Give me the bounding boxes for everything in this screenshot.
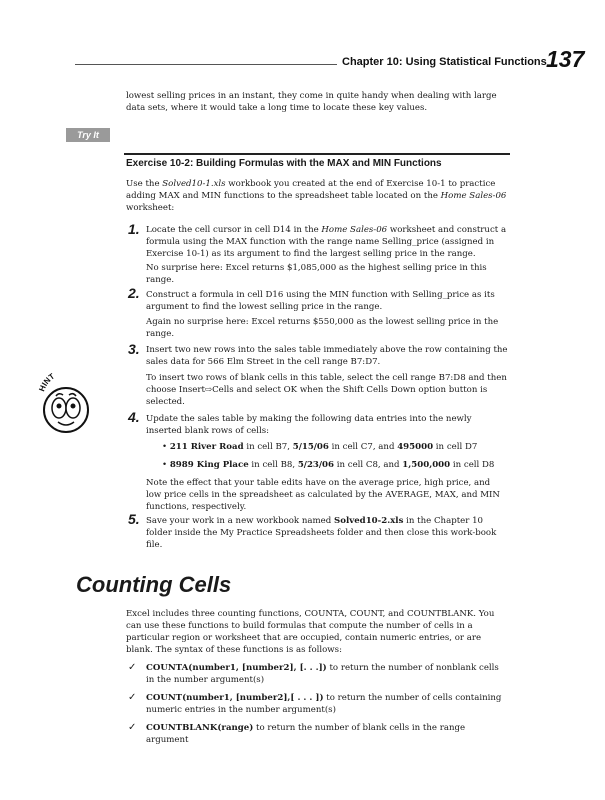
section-intro: Excel includes three counting functions, COUNTA, COUNT, and COUNTBLANK. You can use these functions to build formulas that compute the number of cells in a particular region or worksheet that are occupied, contain numeric entries, or are blank. The syntax of these functions is as follows:	[126, 609, 495, 655]
step-note: Note the effect that your table edits have on the average price, high price, and low price cells in the spreadsheet as calculated by the AVERAGE, MAX, and MIN functions, respectively.	[146, 478, 500, 512]
intro-paragraph: lowest selling prices in an instant, they come in quite handy when dealing with large data sets, where it would take a long time to locate these key values.	[126, 91, 497, 113]
step-text: Save your work in a new workbook named Solved10-2.xls in the Chapter 10 folder inside the My Practice Spreadsheets folder and then close this work-book file.	[146, 516, 497, 550]
step-note: Again no surprise here: Excel returns $550,000 as the lowest selling price in the range.	[146, 317, 499, 339]
checkmark-icon: ✓	[128, 662, 137, 673]
step-text: Construct a formula in cell D16 using the MIN function with Selling_price as its argument to find the lowest selling price in the range.	[146, 290, 495, 312]
chapter-title: Chapter 10: Using Statistical Functions	[342, 56, 547, 68]
step-note: No surprise here: Excel returns $1,085,000 as the highest selling price in this range.	[146, 263, 487, 285]
step-number: 1.	[128, 221, 140, 237]
list-item: COUNT(number1, [number2],[ . . . ]) to return the number of cells containing numeric entries in the number argument(s)	[146, 693, 502, 715]
step-number: 4.	[128, 409, 140, 425]
exercise-rule	[124, 153, 510, 155]
step-number: 2.	[128, 285, 140, 301]
step-note: To insert two rows of blank cells in this table, select the cell range B7:D8 and then choose Insert⇨Cells and select OK when the Shift Cells Down option button is selected.	[146, 373, 507, 407]
step-text: Locate the cell cursor in cell D14 in the Home Sales-06 worksheet and construct a formula using the MAX function with the range name Selling_price (assigned in Exercise 10-1) as its argument to find the largest selling price in the range.	[146, 225, 507, 259]
list-item: • 211 River Road in cell B7, 5/15/06 in cell C7, and 495000 in cell D7	[162, 442, 478, 452]
try-it-badge: Try It	[66, 128, 110, 142]
exercise-title: Exercise 10-2: Building Formulas with the MAX and MIN Functions	[126, 158, 442, 169]
checkmark-icon: ✓	[128, 722, 137, 733]
step-number: 3.	[128, 341, 140, 357]
header-rule	[75, 64, 337, 65]
hint-label: HINT	[37, 371, 57, 393]
list-item: COUNTBLANK(range) to return the number of blank cells in the range argument	[146, 723, 466, 745]
step-text: Insert two new rows into the sales table immediately above the row containing the sales data for 566 Elm Street in the cell range B7:D7.	[146, 345, 508, 367]
list-item: COUNTA(number1, [number2], [. . .]) to return the number of nonblank cells in the number argument(s)	[146, 663, 499, 685]
step-text: Update the sales table by making the following data entries into the newly inserted blank rows of cells:	[146, 414, 472, 436]
checkmark-icon: ✓	[128, 692, 137, 703]
hint-icon	[34, 366, 98, 436]
page-number: 137	[546, 46, 585, 72]
list-item: • 8989 King Place in cell B8, 5/23/06 in cell C8, and 1,500,000 in cell D8	[162, 460, 495, 470]
section-title: Counting Cells	[76, 572, 232, 597]
exercise-intro: Use the Solved10-1.xls workbook you created at the end of Exercise 10-1 to practice adding MAX and MIN functions to the spreadsheet table located on the Home Sales-06 worksheet:	[126, 179, 507, 213]
step-number: 5.	[128, 511, 140, 527]
